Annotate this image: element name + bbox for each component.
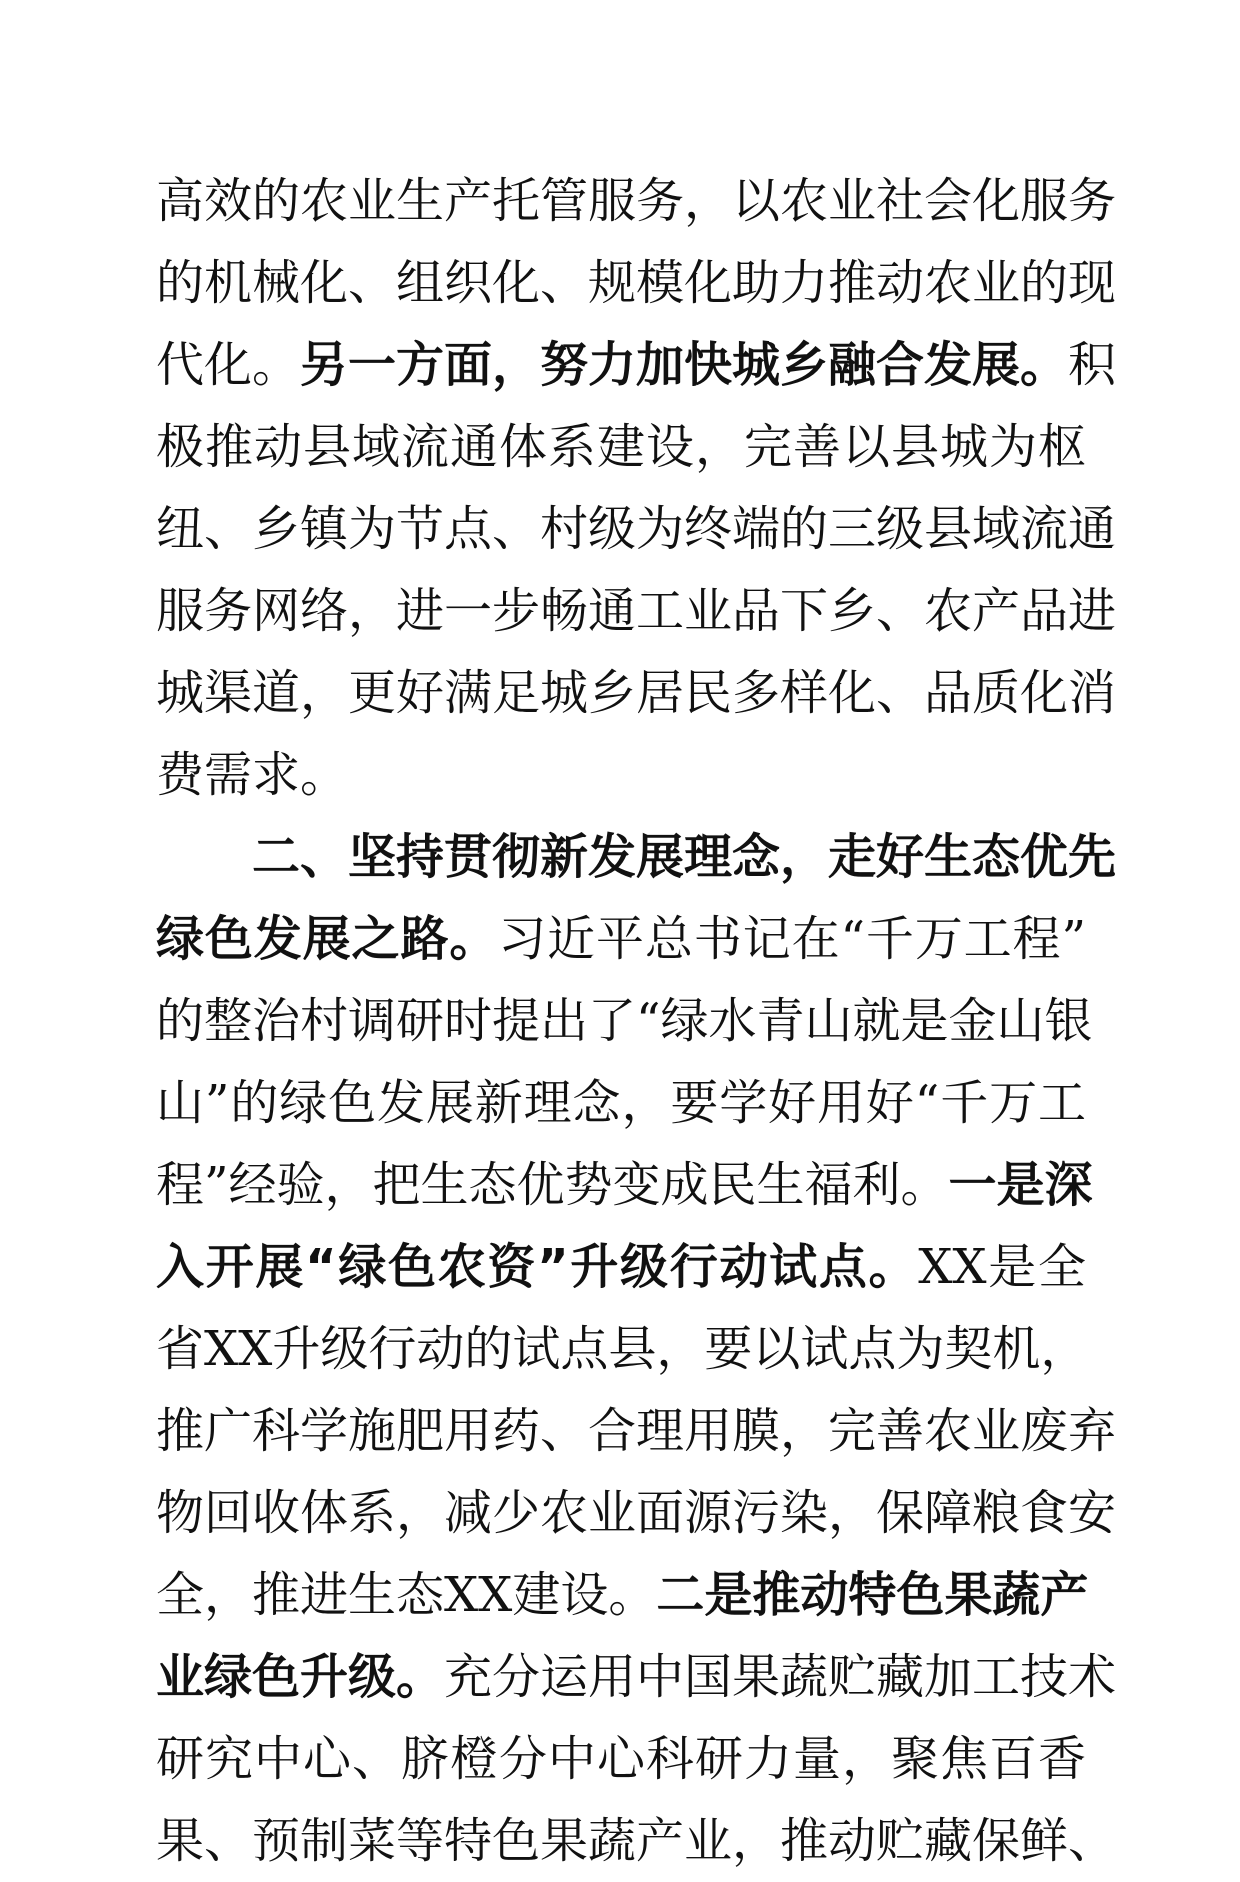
text-run: 程”经验，把生态优势变成民生福利。 [156,1157,949,1213]
paragraph-2-line-11 [156,1636,1117,1718]
bold-subheading: 二是推动特色果蔬产 [656,1567,1089,1623]
paragraph-2-line-7: 省XX升级行动的试点县，要以试点为契机， [156,1321,1089,1377]
paragraph-1-line-7: 城渠道，更好满足城乡居民多样化、品质化消 [156,665,1117,721]
paragraph-1-line-8: 费需求。 [156,747,349,803]
text-run: 代化。 [156,337,301,393]
text-run: 积 [1068,337,1117,393]
section-heading-2-cont: 绿色发展之路。 [156,911,499,967]
paragraph-1-line-1: 高效的农业生产托管服务，以农业社会化服务 [156,173,1117,229]
paragraph-2-line-2 [156,898,1086,980]
bold-subheading: 另一方面，努力加快城乡融合发展。 [300,337,1069,393]
paragraph-2-line-9: 物回收体系，减少农业面源污染，保障粮食安 [156,1485,1117,1541]
text-run: 习近平总书记在“千万工程” [498,911,1086,967]
paragraph-2-line-4: 山”的绿色发展新理念，要学好用好“千万工 [156,1075,1086,1131]
paragraph-2-line-5 [156,1144,1093,1226]
text-run: 充分运用中国果蔬贮藏加工技术 [444,1649,1117,1705]
paragraph-2-line-10 [156,1554,1089,1636]
paragraph-1-line-5: 纽、乡镇为节点、村级为终端的三级县域流通 [156,501,1117,557]
paragraph-2-line-8: 推广科学施肥用药、合理用膜，完善农业废弃 [156,1403,1117,1459]
paragraph-2-line-12: 研究中心、脐橙分中心科研力量，聚焦百香 [156,1731,1086,1787]
paragraph-1-line-3 [156,324,1117,406]
paragraph-1-line-4: 极推动县域流通体系建设，完善以县城为枢 [156,419,1086,475]
bold-subheading: 入开展“绿色农资”升级行动试点。 [156,1239,919,1295]
text-run: 全，推进生态XX建设。 [156,1567,657,1623]
paragraph-1-line-6: 服务网络，进一步畅通工业品下乡、农产品进 [156,583,1117,639]
paragraph-2-line-13: 果、预制菜等特色果蔬产业，推动贮藏保鲜、 [156,1813,1117,1869]
paragraph-2-line-3: 的整治村调研时提出了“绿水青山就是金山银 [156,993,1093,1049]
bold-subheading: 业绿色升级。 [156,1649,445,1705]
text-run: XX是全 [918,1239,1086,1295]
section-heading-2: 二、坚持贯彻新发展理念，走好生态优先 [252,829,1117,885]
document-page [156,160,1117,1882]
bold-subheading: 一是深 [948,1157,1093,1213]
paragraph-1-line-2: 的机械化、组织化、规模化助力推动农业的现 [156,255,1117,311]
paragraph-2-line-6 [156,1226,1086,1308]
